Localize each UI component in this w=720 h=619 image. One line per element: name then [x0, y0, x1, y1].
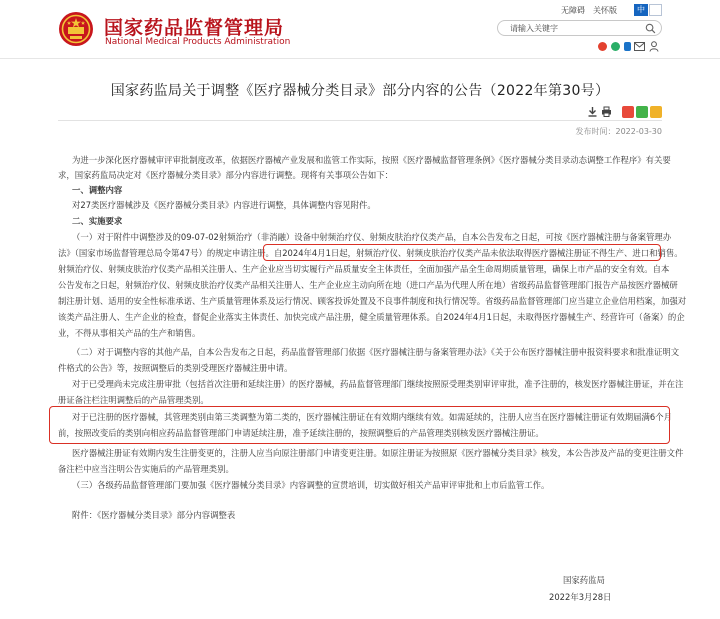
accessibility-link[interactable]: 无障碍 [561, 6, 585, 15]
body-line: 件格式的公告》等，按照调整后的类别受理医疗器械注册申请。 [58, 363, 293, 373]
search-box[interactable] [497, 20, 662, 36]
weibo-share-icon[interactable] [622, 106, 634, 118]
wechat-icon[interactable] [611, 42, 620, 51]
download-icon[interactable] [587, 106, 598, 117]
section-heading: 一、调整内容 [72, 185, 123, 195]
qzone-share-icon[interactable] [650, 106, 662, 118]
signature-date: 2022年3月28日 [549, 592, 612, 602]
body-line: （一）对于附件中调整涉及的09-07-02射频治疗（非消融）设备中射频治疗仪、射频皮肤治疗仪类产品，自本公告发布之日起，可按《医疗器械注册与备案管理办 [72, 232, 672, 242]
lang-chinese-button[interactable]: 中 [634, 4, 648, 16]
org-name[interactable]: 国家药品监督管理局 [104, 17, 285, 39]
signature-org: 国家药监局 [563, 575, 605, 585]
site-header [0, 0, 720, 58]
body-line: 法》（国家市场监督管理总局令第47号）的规定申请注册。自2024年4月1日起，射频治疗仪、射频皮肤治疗仪类产品未依法取得医疗器械注册证不得生产、进口和销售。 [58, 248, 683, 258]
user-icon[interactable] [649, 41, 659, 52]
body-line: 前，按照改变后的类别向相应药品监督管理部门申请延续注册，准予延续注册的，按照调整后的产品管理类别核发医疗器械注册证。 [58, 428, 544, 438]
national-emblem-logo[interactable] [58, 11, 94, 47]
publish-date: 发布时间：2022-03-30 [575, 127, 662, 136]
search-input[interactable]: 请输入关键字 [510, 24, 558, 33]
attachment-link[interactable]: 附件：《医疗器械分类目录》部分内容调整表 [72, 510, 236, 520]
body-line: 该类产品注册人、生产企业的检查，督促企业落实主体责任、加快完成产品注册，健全质量管理体系。自2024年4月1日起，未取得医疗器械生产、经营许可（备案）的企 [58, 312, 685, 322]
body-line: 为进一步深化医疗器械审评审批制度改革，依据医疗器械产业发展和监管工作实际，按照《医疗器械监督管理条例》《医疗器械分类目录动态调整工作程序》有关要 [72, 155, 671, 165]
body-line: （二）对于调整内容的其他产品，自本公告发布之日起，药品监督管理部门依据《医疗器械注册与备案管理办法》《关于公布医疗器械注册申报资料要求和批准证明文 [72, 347, 680, 357]
body-line: 制注册计划、适用的安全性标准承诺、生产质量管理体系及运行情况、顾客投诉处置及不良事件制度和执行情况等。省级药品监督管理部门应当建立企业信用档案，加强对 [58, 296, 687, 306]
lang-other-button[interactable] [649, 4, 662, 16]
body-line: 公告发布之日起，射频治疗仪、射频皮肤治疗仪类产品相关注册人、生产企业应主动向所在地（进口产品为代理人所在地）省级药品监督管理部门报告产品按医疗器械研 [58, 280, 678, 290]
weibo-icon[interactable] [598, 42, 607, 51]
highlight-box [263, 244, 661, 261]
body-line: 对于已注册的医疗器械，其管理类别由第三类调整为第二类的，医疗器械注册证在有效期内继续有效。如需延续的，注册人应当在医疗器械注册证有效期届满6个月 [72, 412, 672, 422]
body-line: 册证备注栏注明调整后的产品管理类别。 [58, 395, 209, 405]
wechat-share-icon[interactable] [636, 106, 648, 118]
highlight-box [49, 406, 670, 444]
header-divider [0, 58, 720, 59]
body-line: 对于已受理尚未完成注册审批（包括首次注册和延续注册）的医疗器械，药品监督管理部门继续按照原受理类别审评审批，准予注册的，核发医疗器械注册证，并在注 [72, 379, 684, 389]
org-name-en[interactable]: National Medical Products Administration [105, 37, 291, 47]
email-icon[interactable] [634, 42, 645, 51]
body-line: 对27类医疗器械涉及《医疗器械分类目录》内容进行调整，具体调整内容见附件。 [72, 200, 376, 210]
body-line: 医疗器械注册证有效期内发生注册变更的，注册人应当向原注册部门申请变更注册。如原注册证为按照原《医疗器械分类目录》核发，本公告涉及产品的变更注册文件 [72, 448, 684, 458]
print-icon[interactable] [601, 106, 612, 117]
body-line: 求，国家药监局决定对《医疗器械分类目录》部分内容进行调整。现将有关事项公告如下： [58, 170, 393, 180]
care-mode-link[interactable]: 关怀版 [593, 6, 617, 15]
section-heading: 二、实施要求 [72, 216, 123, 226]
mobile-app-icon[interactable] [624, 42, 631, 51]
body-line: 业，不得从事相关产品的生产和销售。 [58, 328, 201, 338]
search-icon[interactable] [645, 23, 656, 34]
article-title: 国家药监局关于调整《医疗器械分类目录》部分内容的公告（2022年第30号） [110, 83, 610, 99]
body-line: （三）各级药品监督管理部门要加强《医疗器械分类目录》内容调整的宣贯培训，切实做好相关产品审评审批和上市后监管工作。 [72, 480, 550, 490]
tools-divider [58, 120, 662, 121]
body-line: 备注栏中应当注明公告实施后的产品管理类别。 [58, 464, 234, 474]
body-line: 射频治疗仪、射频皮肤治疗仪类产品相关注册人、生产企业应当切实履行产品质量安全主体责任，全面加强产品全生命周期质量管理，确保上市产品的安全有效。自本 [58, 264, 670, 274]
